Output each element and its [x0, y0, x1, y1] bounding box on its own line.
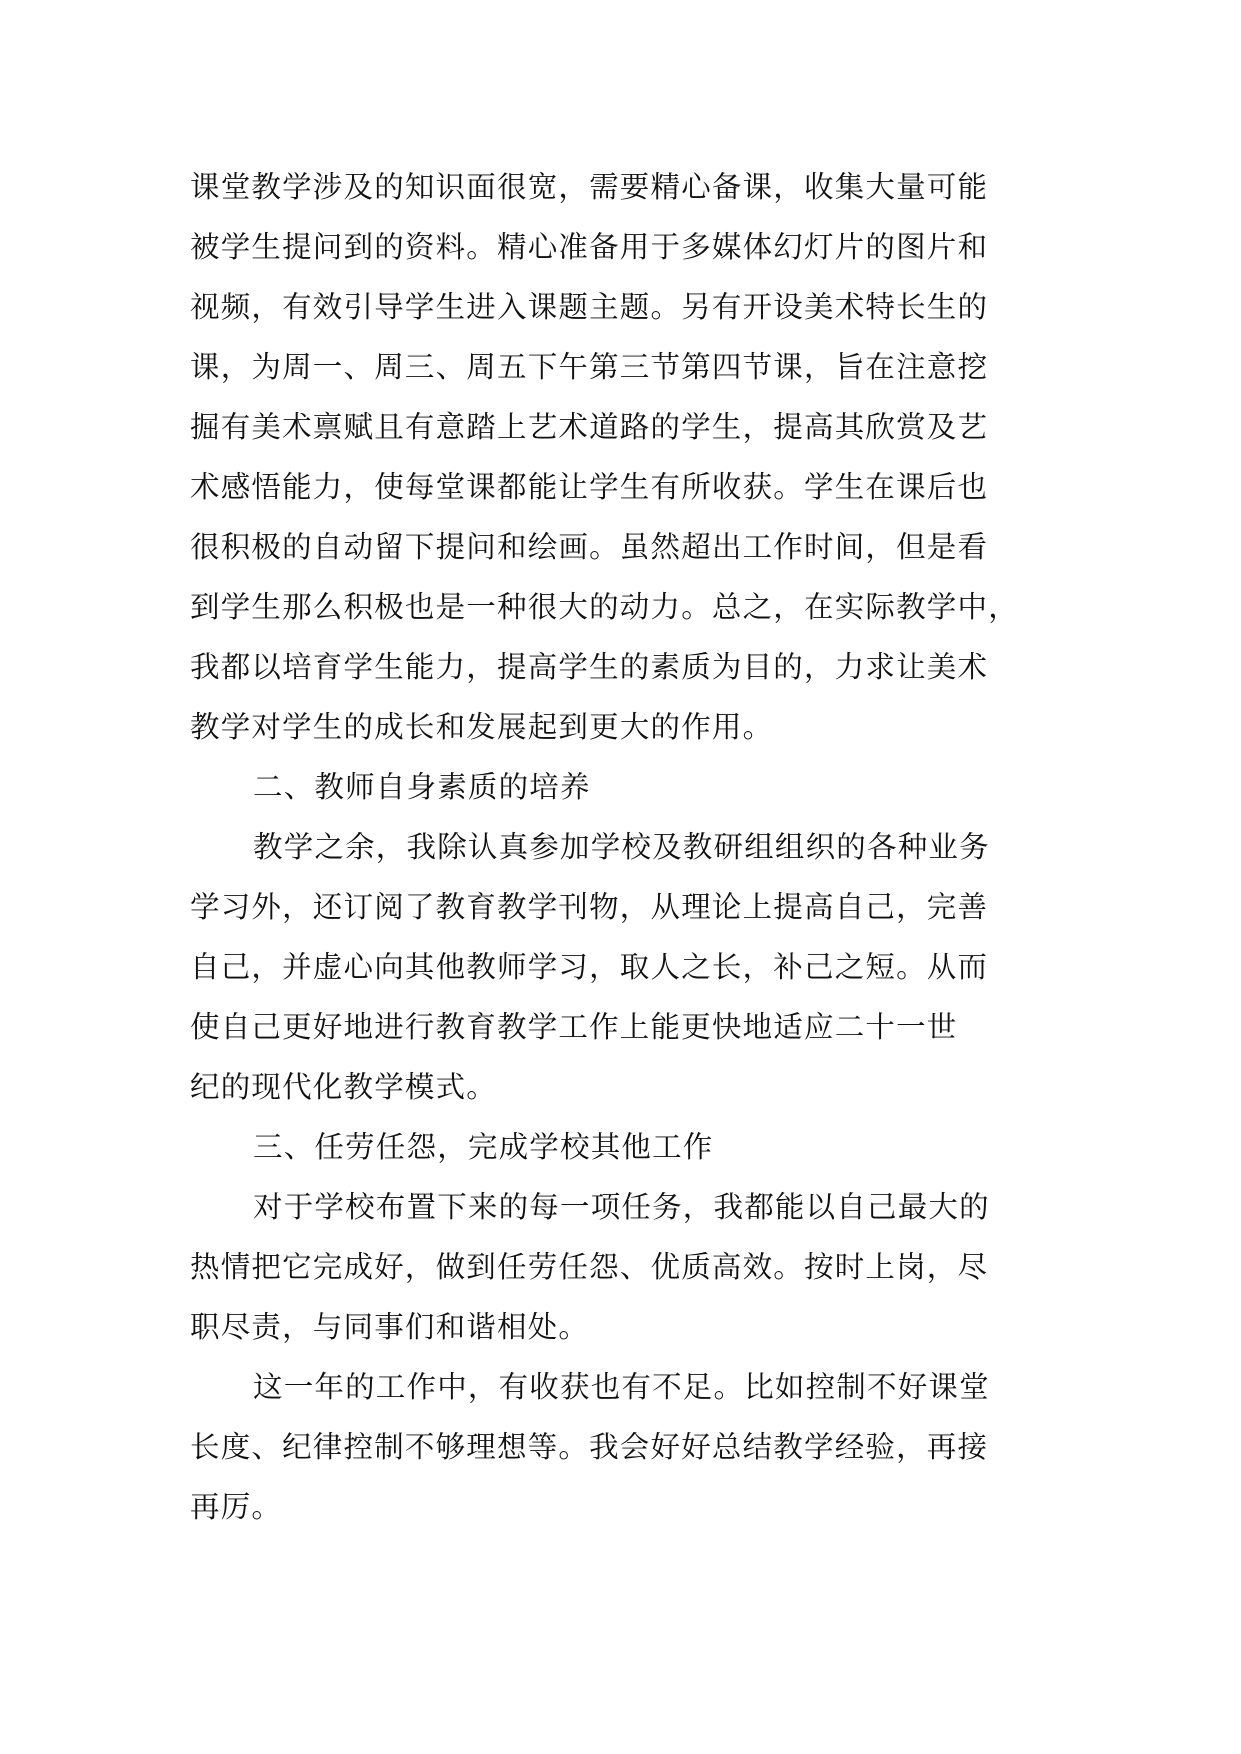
paragraph-line: 对于学校布置下来的每一项任务，我都能以自己最大的 — [253, 1190, 990, 1224]
paragraph-line: 教学之余，我除认真参加学校及教研组组织的各种业务 — [253, 830, 990, 864]
paragraph-line: 再厉。 — [190, 1490, 283, 1524]
paragraph-line: 被学生提问到的资料。精心准备用于多媒体幻灯片的图片和 — [190, 230, 989, 264]
document-body — [190, 157, 1050, 1537]
paragraph-line: 纪的现代化教学模式。 — [190, 1070, 498, 1104]
section-heading-teacher-quality: 二、教师自身素质的培养 — [253, 770, 591, 804]
paragraph-line: 掘有美术禀赋且有意踏上艺术道路的学生，提高其欣赏及艺 — [190, 410, 989, 444]
paragraph-line: 教学对学生的成长和发展起到更大的作用。 — [190, 710, 774, 744]
paragraph-line: 课堂教学涉及的知识面很宽，需要精心备课，收集大量可能 — [190, 170, 989, 204]
paragraph-line: 课，为周一、周三、周五下午第三节第四节课，旨在注意挖 — [190, 350, 989, 384]
paragraph-line: 术感悟能力，使每堂课都能让学生有所收获。学生在课后也 — [190, 470, 989, 504]
paragraph-line: 到学生那么积极也是一种很大的动力。总之，在实际教学中， — [190, 590, 1019, 624]
paragraph-line: 视频，有效引导学生进入课题主题。另有开设美术特长生的 — [190, 290, 989, 324]
paragraph-line: 我都以培育学生能力，提高学生的素质为目的，力求让美术 — [190, 650, 989, 684]
paragraph-line: 自己，并虚心向其他教师学习，取人之长，补己之短。从而 — [190, 950, 989, 984]
paragraph-line: 使自己更好地进行教育教学工作上能更快地适应二十一世 — [190, 1010, 958, 1044]
paragraph-line: 职尽责，与同事们和谐相处。 — [190, 1310, 590, 1344]
paragraph-line: 学习外，还订阅了教育教学刊物，从理论上提高自己，完善 — [190, 890, 989, 924]
paragraph-line: 很积极的自动留下提问和绘画。虽然超出工作时间，但是看 — [190, 530, 989, 564]
paragraph-line: 长度、纪律控制不够理想等。我会好好总结教学经验，再接 — [190, 1430, 989, 1464]
paragraph-line: 热情把它完成好，做到任劳任怨、优质高效。按时上岗，尽 — [190, 1250, 989, 1284]
section-heading-other-work: 三、任劳任怨，完成学校其他工作 — [253, 1130, 714, 1164]
paragraph-line: 这一年的工作中，有收获也有不足。比如控制不好课堂 — [253, 1370, 990, 1404]
